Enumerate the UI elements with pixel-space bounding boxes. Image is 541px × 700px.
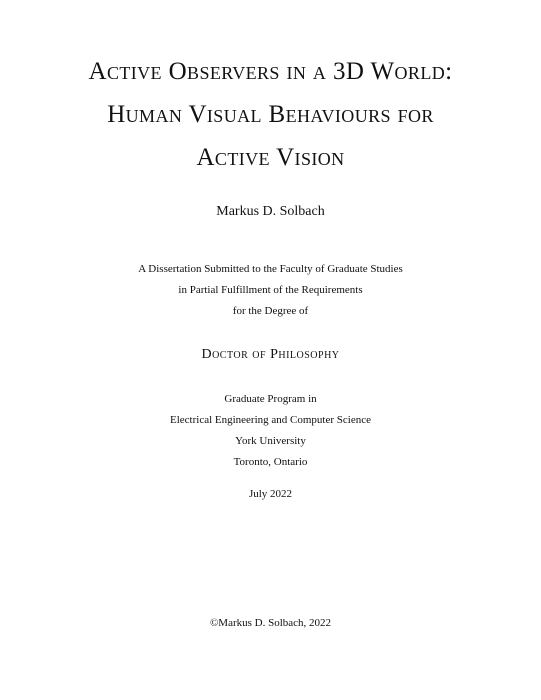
copyright-notice: ©Markus D. Solbach, 2022: [209, 617, 332, 629]
university-name: York University: [235, 435, 306, 447]
submission-date: July 2022: [248, 488, 293, 500]
program-line-1: Graduate Program in: [224, 393, 317, 405]
program-line-2: Electrical Engineering and Computer Science: [170, 414, 371, 426]
submission-line-2: in Partial Fulfillment of the Requirements: [178, 284, 363, 296]
thesis-title-line-3: Active Vision: [196, 144, 345, 171]
thesis-title-line-1: Active Observers in a 3D World:: [88, 58, 453, 85]
submission-line-1: A Dissertation Submitted to the Faculty of Graduate Studies: [138, 263, 403, 275]
location: Toronto, Ontario: [233, 456, 308, 468]
submission-line-3: for the Degree of: [232, 305, 309, 317]
author-name: Markus D. Solbach: [216, 204, 325, 219]
degree-name: Doctor of Philosophy: [201, 347, 340, 362]
thesis-title-line-2: Human Visual Behaviours for: [107, 101, 434, 128]
